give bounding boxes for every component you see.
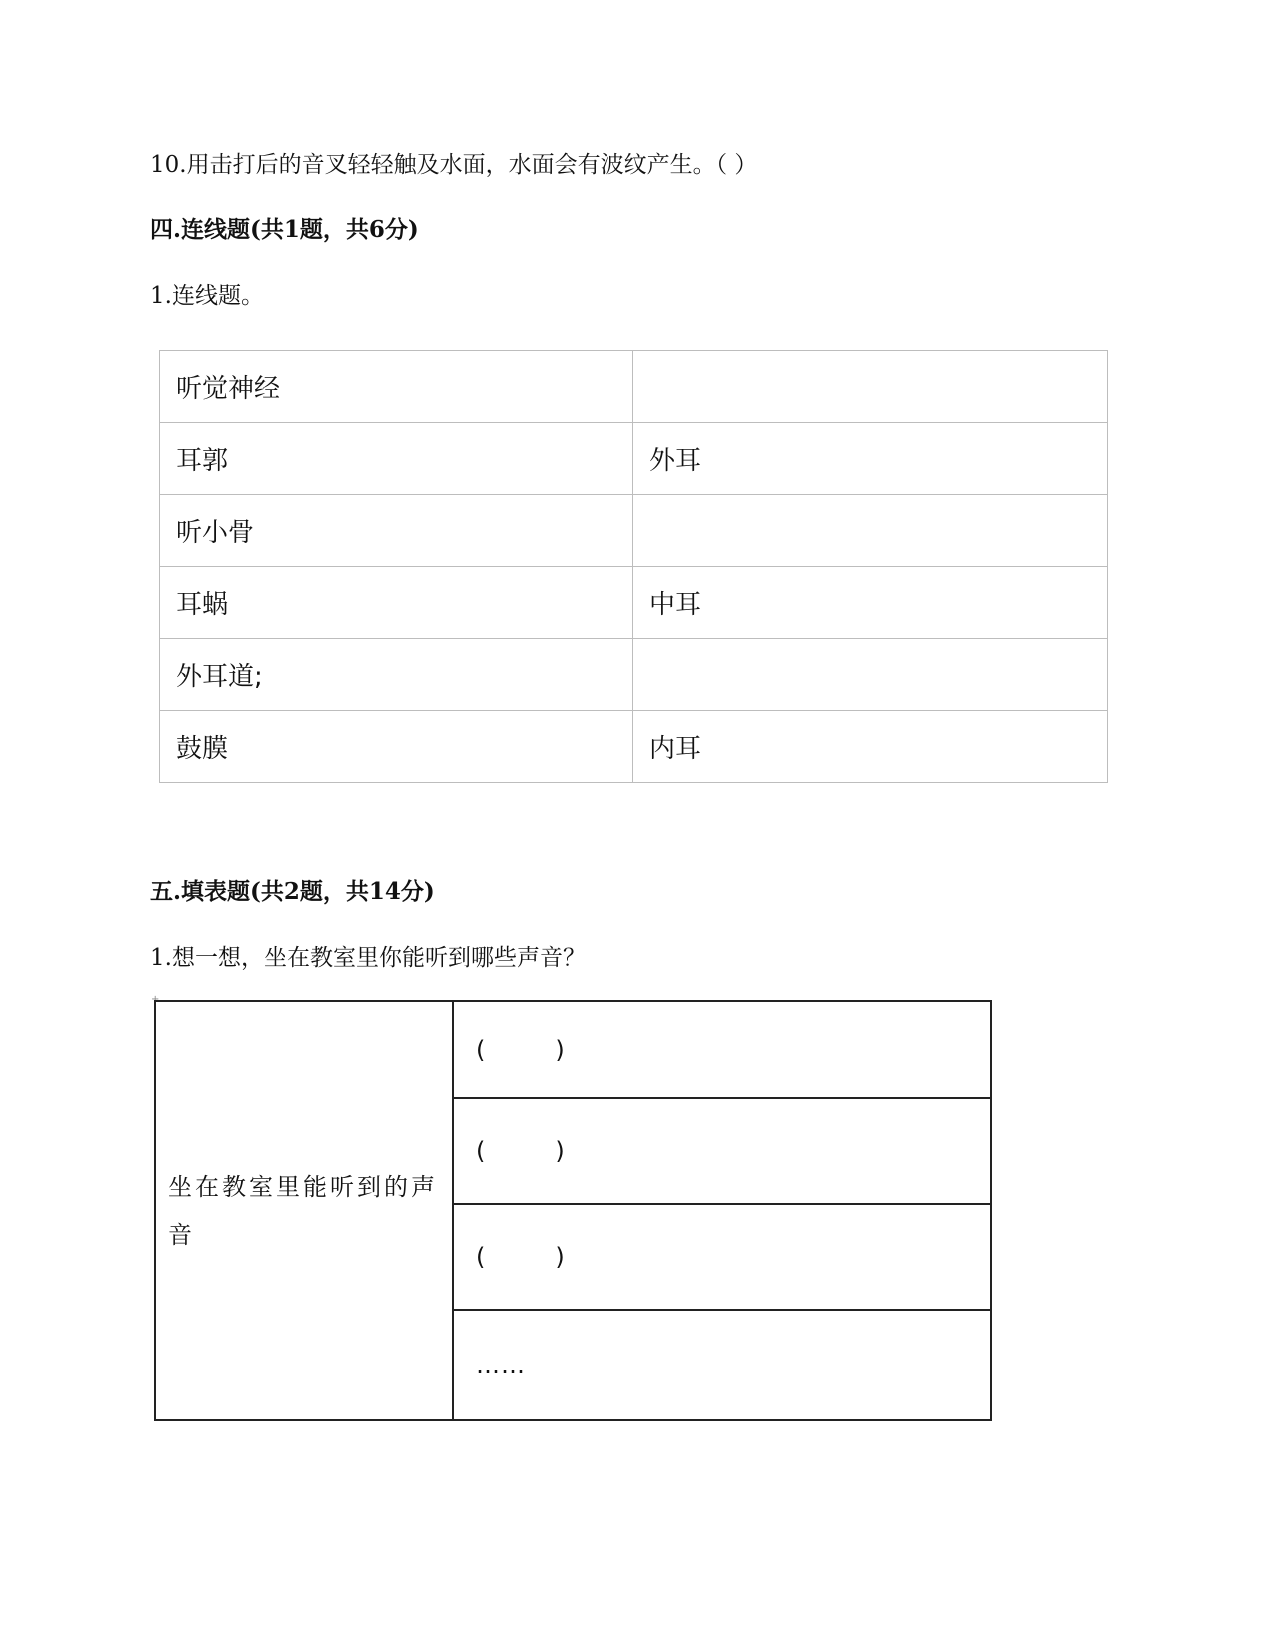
match-right-cell: 中耳: [633, 567, 1108, 639]
answer-blank-cell[interactable]: [453, 1204, 991, 1310]
table-row: [160, 639, 1108, 711]
match-right-cell: [633, 351, 1108, 423]
table-row: [160, 423, 1108, 495]
fill-table: [154, 1000, 992, 1421]
match-left-cell: 听觉神经: [160, 351, 633, 423]
match-right-cell: [633, 495, 1108, 567]
ellipsis-cell[interactable]: [453, 1310, 991, 1420]
answer-blank-cell[interactable]: [453, 1001, 991, 1098]
table-row: [160, 711, 1108, 783]
match-left-cell: 外耳道;: [160, 639, 633, 711]
table-row: [155, 1001, 991, 1098]
match-right-cell: [633, 639, 1108, 711]
answer-blank-cell[interactable]: [453, 1098, 991, 1204]
anchor-mark: +: [151, 994, 160, 1005]
answer-parentheses: ( ): [476, 1243, 566, 1271]
table-row: [160, 495, 1108, 567]
match-left-cell: 听小骨: [160, 495, 633, 567]
table-row: [160, 351, 1108, 423]
match-left-cell: 耳郭: [160, 423, 633, 495]
section-4-heading: 四.连线题(共1题，共6分): [150, 216, 419, 243]
answer-parentheses: ( ): [476, 1035, 566, 1064]
match-right-cell: 内耳: [633, 711, 1108, 783]
question-10: 10.用击打后的音叉轻轻触及水面，水面会有波纹产生。（ ）: [150, 152, 758, 178]
match-left-cell: 耳蜗: [160, 567, 633, 639]
sound-label-cell: 坐在教室里能听到的声音: [155, 1001, 453, 1420]
match-right-cell: 外耳: [633, 423, 1108, 495]
fill-question: 1.想一想，坐在教室里你能听到哪些声音？: [150, 945, 586, 971]
table-row: [160, 567, 1108, 639]
matching-table: [159, 350, 1108, 783]
answer-parentheses: ( ): [476, 1137, 566, 1165]
matching-question: 1.连线题。: [150, 283, 264, 309]
section-5-heading: 五.填表题(共2题，共14分): [150, 878, 435, 905]
ellipsis-text: ……: [476, 1351, 526, 1379]
match-left-cell: 鼓膜: [160, 711, 633, 783]
